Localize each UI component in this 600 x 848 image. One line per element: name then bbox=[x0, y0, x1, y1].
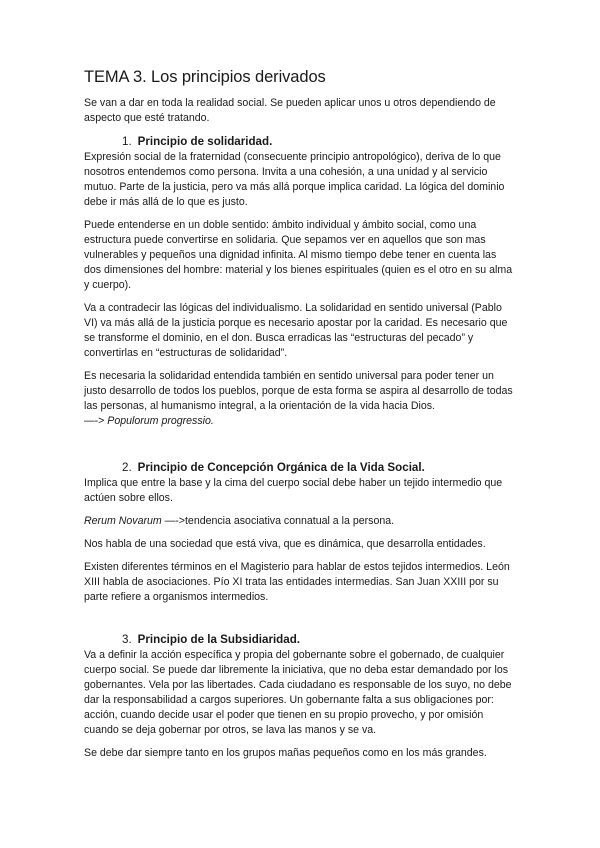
section-heading-concepcion-organica bbox=[84, 460, 516, 476]
section-heading-text: Principio de Concepción Orgánica de la Vida Social. bbox=[137, 461, 425, 474]
reference-line bbox=[84, 514, 516, 529]
section-heading-solidaridad bbox=[84, 134, 516, 150]
paragraph: Implica que entre la base y la cima del cuerpo social debe haber un tejido intermedio que actúen sobre ellos. bbox=[84, 477, 503, 504]
section-number: 2. bbox=[122, 461, 132, 474]
paragraph: Va a contradecir las lógicas del individualismo. La solidaridad en sentido universal (Pablo VI) va más allá de la justicia porque es necesario apostar por la caridad. Es necesario que se transforme el dominio, en el don. Busca erradicas las “estructuras del pecado” y convertirlas en “estructuras de solidaridad”. bbox=[84, 302, 508, 359]
reference-text: Populorum progressio. bbox=[107, 415, 214, 427]
section-heading-text: Principio de solidaridad. bbox=[137, 135, 273, 148]
reference-text: tendencia asociativa connatual a la persona. bbox=[184, 515, 395, 527]
reference-title: Rerum Novarum bbox=[84, 515, 162, 527]
paragraph: Va a definir la acción específica y propia del gobernante sobre el gobernado, de cualquier cuerpo social. Se puede dar libremente la iniciativa, que no deba estar demandado por los gobernantes. Vela por las libertades. Cada ciudadano es responsable de los suyo, no debe dar la responsabilidad a cargos superiores. Un gobernante falta a sus obligaciones por: acción, cuando decide usar el poder que tienen en su propio provecho, y por omisión cuando se deja gobernar por otros, se lava las manos y se va. bbox=[84, 649, 512, 736]
section-heading-subsidiaridad bbox=[84, 632, 516, 648]
section-number: 1. bbox=[122, 135, 132, 148]
page-title: TEMA 3. Los principios derivados bbox=[84, 68, 326, 86]
reference-arrow: —-> bbox=[84, 415, 105, 427]
paragraph-text: Es necesaria la solidaridad entendida también en sentido universal para poder tener un justo desarrollo de todos los pueblos, porque de esta forma se aspira al desarrollo de todas las personas, al humanismo integral, a la orientación de la vida hacia Dios. bbox=[84, 370, 513, 412]
paragraph: Expresión social de la fraternidad (consecuente principio antropológico), deriva de lo que nosotros entendemos como persona. Invita a una cohesión, a una unidad y al servicio mutuo. Parte de la justicia, pero va más allá porque implica caridad. La lógica del dominio debe ir más allá de lo que es justo. bbox=[84, 151, 505, 208]
reference-arrow: —-> bbox=[164, 515, 185, 527]
paragraph: Se debe dar siempre tanto en los grupos mañas pequeños como en los más grandes. bbox=[84, 747, 487, 759]
paragraph: Puede entenderse en un doble sentido: ámbito individual y ámbito social, como una estructura puede convertirse en solidaria. Que sepamos ver en aquellos que son mas vulnerables y pequeños una dignidad infinita. Al mismo tiempo debe tener en cuenta las dos dimensiones del hombre: material y los bienes espirituales (quien es el otro en su alma y cuerpo). bbox=[84, 219, 513, 291]
paragraph bbox=[84, 369, 516, 429]
section-heading-text: Principio de la Subsidiaridad. bbox=[137, 633, 301, 646]
section-number: 3. bbox=[122, 633, 132, 646]
paragraph: Existen diferentes términos en el Magisterio para hablar de estos tejidos intermedios. León XIII habla de asociaciones. Pío XI trata las entidades intermedias. San Juan XXIII por su parte refiere a organismos intermedios. bbox=[84, 561, 510, 603]
paragraph: Nos habla de una sociedad que está viva, que es dinámica, que desarrolla entidades. bbox=[84, 538, 486, 550]
intro-paragraph: Se van a dar en toda la realidad social. Se pueden aplicar unos u otros dependiendo de aspecto que esté tratando. bbox=[84, 97, 496, 124]
